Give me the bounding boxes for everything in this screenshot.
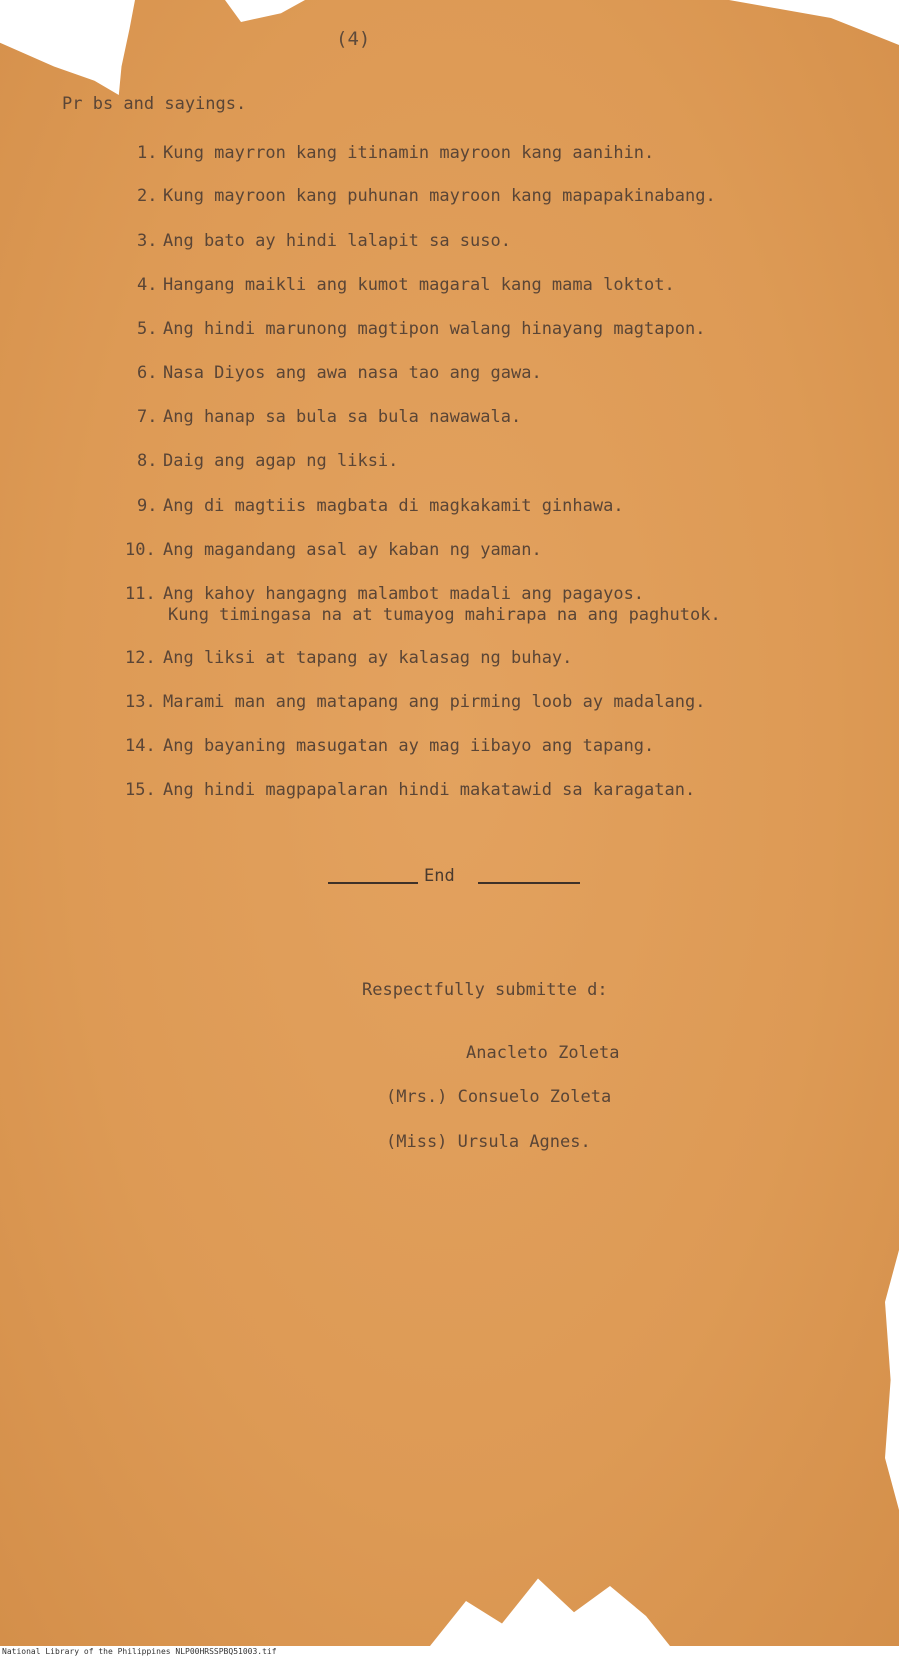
proverb-number: 9.: [137, 496, 158, 516]
proverb-number: 7.: [137, 407, 158, 427]
signatory-prefix: (Mrs.): [386, 1087, 448, 1107]
proverb-number: 15.: [125, 780, 156, 800]
proverb-number: 4.: [137, 275, 158, 295]
signatory-prefix: (Miss): [386, 1132, 448, 1152]
proverb-number: 5.: [137, 319, 158, 339]
proverb-number: 11.: [125, 584, 156, 604]
proverb-number: 3.: [137, 231, 158, 251]
proverb-item: [137, 407, 521, 428]
proverb-number: 13.: [125, 692, 156, 712]
archive-footer: National Library of the Philippines NLP00HRSSPBQ51003.tif: [2, 1647, 277, 1656]
proverb-item: [125, 692, 705, 713]
proverb-number: 12.: [125, 648, 156, 668]
proverb-text: Ang bayaning masugatan ay mag iibayo ang tapang.: [163, 736, 655, 756]
proverb-item: [125, 540, 542, 561]
section-title: Pr bs and sayings.: [62, 94, 247, 114]
page-number: (4): [336, 28, 371, 50]
torn-corner-top-right: [729, 0, 899, 45]
proverb-number: 6.: [137, 363, 158, 383]
signatory-2: [386, 1087, 611, 1107]
proverb-text: Kung mayroon kang puhunan mayroon kang mapapakinabang.: [163, 186, 716, 206]
proverb-text: Ang bato ay hindi lalapit sa suso.: [163, 231, 511, 251]
proverb-item: [137, 186, 716, 207]
proverb-text: Ang magandang asal ay kaban ng yaman.: [163, 540, 542, 560]
proverb-text-continued: Kung timingasa na at tumayog mahirapa na ang paghutok.: [168, 605, 721, 625]
proverb-item: [137, 231, 511, 252]
proverb-text: Hangang maikli ang kumot magaral kang mama loktot.: [163, 275, 675, 295]
proverb-text: Ang di magtiis magbata di magkakamit ginhawa.: [163, 496, 624, 516]
proverb-text: Daig ang agap ng liksi.: [163, 451, 399, 471]
proverb-text: Kung mayrron kang itinamin mayroon kang aanihin.: [163, 143, 655, 163]
signatory-3: [386, 1132, 591, 1152]
proverb-item: [125, 780, 695, 801]
proverb-item: [137, 275, 675, 296]
end-marker: End: [424, 866, 455, 886]
proverb-text: Ang liksi at tapang ay kalasag ng buhay.: [163, 648, 573, 668]
proverb-text: Ang hanap sa bula sa bula nawawala.: [163, 407, 522, 427]
end-rule-right: [478, 882, 580, 884]
signatory-name: Consuelo Zoleta: [457, 1087, 612, 1107]
signatory-1: [466, 1043, 620, 1063]
proverb-item: [137, 363, 542, 384]
proverb-number: 14.: [125, 736, 156, 756]
torn-edge-bottom: [430, 1571, 670, 1646]
proverb-text: Nasa Diyos ang awa nasa tao ang gawa.: [163, 363, 542, 383]
proverb-text: Ang hindi marunong magtipon walang hinayang magtapon.: [163, 319, 706, 339]
signatory-name: Ursula Agnes.: [457, 1132, 591, 1152]
torn-corner-top-left: [0, 0, 135, 95]
torn-edge-right: [885, 1250, 899, 1510]
proverb-item: [125, 736, 654, 757]
proverb-item: [137, 451, 398, 472]
proverb-text: Marami man ang matapang ang pirming loob ay madalang.: [163, 692, 706, 712]
proverb-text: Ang hindi magpapalaran hindi makatawid sa karagatan.: [163, 780, 696, 800]
signatory-name: Anacleto Zoleta: [466, 1043, 620, 1063]
proverb-item: [137, 319, 705, 340]
proverb-number: 2.: [137, 186, 158, 206]
proverb-item: [125, 584, 721, 626]
proverb-number: 1.: [137, 143, 158, 163]
closing-line: Respectfully submitte d:: [362, 980, 608, 1000]
proverb-number: 10.: [125, 540, 156, 560]
proverb-item: [125, 648, 572, 669]
proverb-item: [137, 496, 624, 517]
proverb-text: Ang kahoy hangagng malambot madali ang pagayos.: [163, 584, 645, 604]
torn-edge-top: [225, 0, 305, 22]
end-rule-left: [328, 882, 418, 884]
proverb-item: [137, 143, 654, 164]
proverb-number: 8.: [137, 451, 158, 471]
